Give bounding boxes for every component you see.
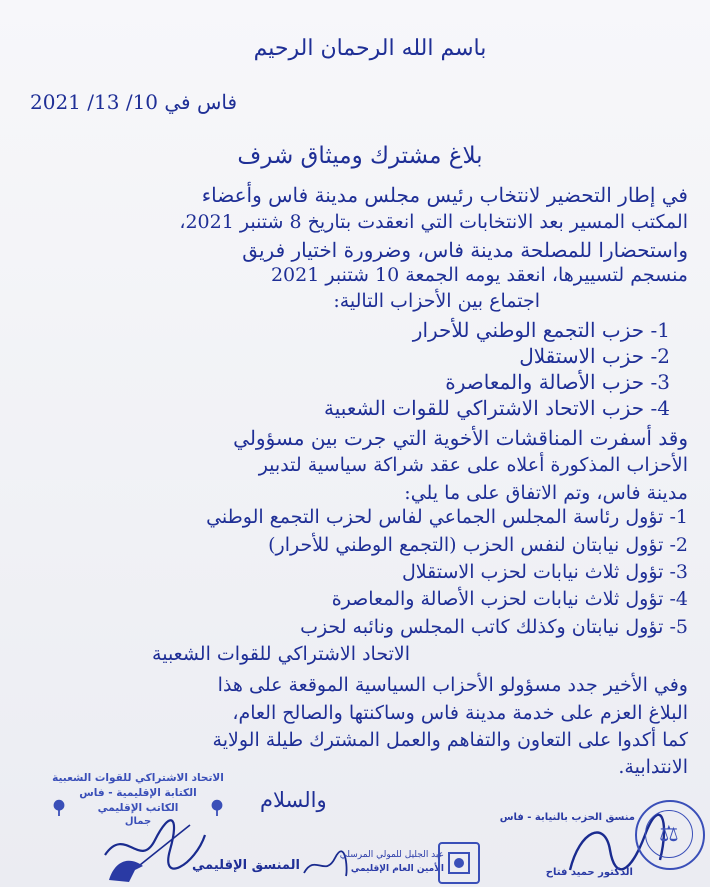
rose-icon [50,798,68,816]
stamp-line: الأمين العام الإقليمي [350,864,444,874]
emblem-icon [446,850,472,876]
istiqlal-stamp [485,800,707,887]
stamp-line: الاتحاد الاشتراكي للقوات الشعبية [52,772,224,784]
party-logo-icon [438,842,480,884]
agreement-item: 3- تؤول ثلاث نيابات لحزب الاستقلال [401,561,688,583]
body-line: اجتماع بين الأحزاب التالية: [333,290,540,312]
stamp-line: عبد الجليل للمولي المرسلي [339,850,444,860]
stamp-line: جمال [124,816,152,827]
party-item: 3- حزب الأصالة والمعاصرة [445,370,670,394]
closing-salutation: والسلام [260,788,327,812]
bismillah-heading: باسم الله الرحمان الرحيم [253,36,487,61]
body-line: المكتب المسير بعد الانتخابات التي انعقدت بتاريخ 8 شتنبر 2021، [179,211,688,233]
coordinator-label: المنسق الإقليمي [192,858,300,873]
body-line: كما أكدوا على التعاون والتفاهم والعمل المشترك طيلة الولاية [212,729,688,751]
stamp-line: الكتابة الإقليمية - فاس [79,787,197,799]
party-seal [635,800,705,870]
agreement-item: 4- تؤول ثلاث نيابات لحزب الأصالة والمعاصرة [331,588,688,610]
body-line: منسجم لتسييرها، انعقد يومه الجمعة 10 شتنبر 2021 [270,264,688,286]
party-item: 4- حزب الاتحاد الاشتراكي للقوات الشعبية [324,396,670,420]
body-line: وقد أسفرت المناقشات الأخوية التي جرت بين مسؤولي [233,426,688,450]
document-title: بلاغ مشترك وميثاق شرف [237,143,483,169]
stamp-line: منسق الحزب بالنيابة - فاس [499,812,635,823]
scales-icon: ⚖ [659,822,679,847]
body-line: في إطار التحضير لانتخاب رئيس مجلس مدينة فاس وأعضاء [201,183,688,207]
party-item: 2- حزب الاستقلال [519,344,670,368]
body-line: مدينة فاس، وتم الاتفاق على ما يلي: [404,482,688,504]
rni-logo-stamp [330,840,480,885]
body-line: وفي الأخير جدد مسؤولو الأحزاب السياسية الموقعة على هذا [217,674,688,696]
stamp-line: الكاتب الإقليمي [97,802,179,814]
agreement-item: 5- تؤول نيابتان وكذلك كاتب المجلس ونائبه لحزب [300,616,688,638]
stamp-line: الدكتور حميد فتاح [545,867,633,878]
agreement-item: 2- تؤول نيابتان لنفس الحزب (التجمع الوطني للأحرار) [268,534,688,556]
agreement-item: 1- تؤول رئاسة المجلس الجماعي لفاس لحزب التجمع الوطني [206,506,688,528]
rose-icon [208,798,226,816]
body-line: الانتدابية. [618,756,688,778]
document-date: فاس في 10/ 13/ 2021 [30,90,238,114]
agreement-item: الاتحاد الاشتراكي للقوات الشعبية [152,643,410,665]
body-line: واستحضارا للمصلحة مدينة فاس، وضرورة اختيار فريق [242,238,688,262]
body-line: الأحزاب المذكورة أعلاه على عقد شراكة سياسية لتدبير [258,454,688,476]
party-item: 1- حزب التجمع الوطني للأحرار [412,318,670,342]
body-line: البلاغ العزم على خدمة مدينة فاس وساكنتها والصالح العام، [232,702,688,724]
